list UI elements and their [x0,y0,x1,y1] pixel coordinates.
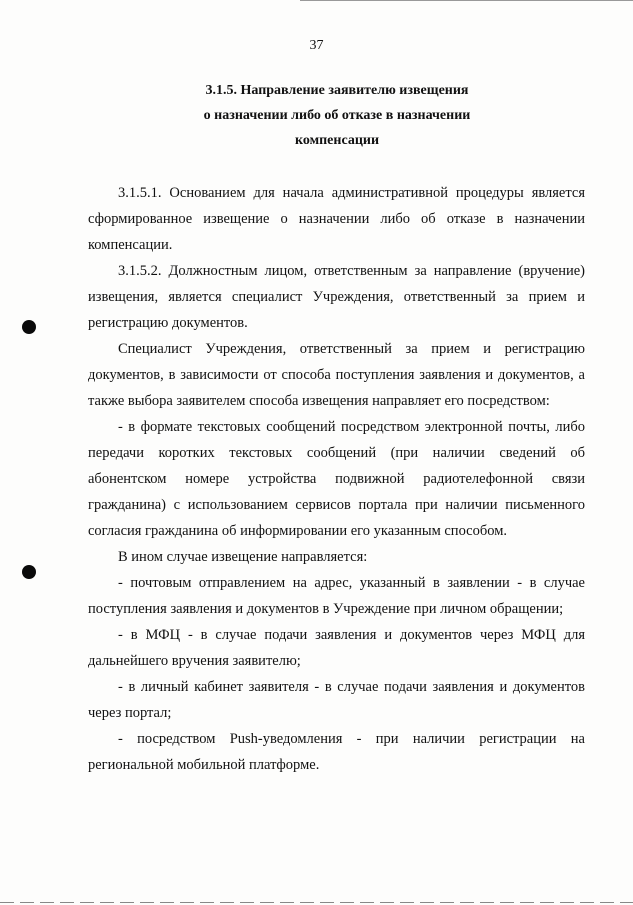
binder-hole-mark [22,565,36,579]
list-item-mfc: - в МФЦ - в случае подачи заявления и документов через МФЦ для дальнейшего вручения заявителю; [88,627,585,669]
paragraph-specialist: Специалист Учреждения, ответственный за прием и регистрацию документов, в зависимости от способа поступления заявления и документов, а также выбора заявителем способа извещения направляет его посредством: [88,341,585,409]
paragraph-otherwise: В ином случае извещение направляется: [118,549,368,565]
section-heading-line-3: компенсации [294,133,380,148]
page-number: 37 [309,38,324,53]
list-item-electronic: - в формате текстовых сообщений посредством электронной почты, либо передачи коротких текстовых сообщений (при наличии сведений об абонентском номере устройства подвижной радиотелефонной связи гражданина) с использованием сервисов портала при наличии письменного согласия гражданина об информировании его указанным способом. [88,419,585,539]
section-heading [100,78,574,153]
section-heading-line-2: о назначении либо об отказе в назначении [203,108,471,123]
section-heading-line-1: 3.1.5. Направление заявителю извещения [205,83,469,98]
list-item-postal: - почтовым отправлением на адрес, указанный в заявлении - в случае поступления заявления и документов в Учреждение при личном обращении; [88,575,585,617]
list-item-cabinet: - в личный кабинет заявителя - в случае подачи заявления и документов через портал; [88,679,585,721]
scan-top-edge [300,0,633,1]
scan-bottom-edge [0,902,633,903]
paragraph-3-1-5-2: 3.1.5.2. Должностным лицом, ответственным за направление (вручение) извещения, является специалист Учреждения, ответственный за прием и регистрацию документов. [88,263,585,331]
paragraph-3-1-5-1: 3.1.5.1. Основанием для начала административной процедуры является сформированное извещение о назначении либо об отказе в назначении компенсации. [88,185,585,253]
list-item-push: - посредством Push-уведомления - при наличии регистрации на региональной мобильной платформе. [88,731,585,773]
document-body [88,180,585,778]
binder-hole-mark [22,320,36,334]
